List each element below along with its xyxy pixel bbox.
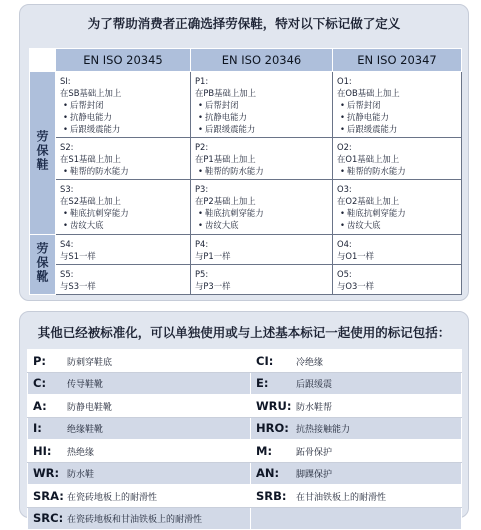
standard-basis: 在P1基础上加上: [195, 154, 256, 164]
mark-code: WR:: [33, 466, 60, 481]
standard-basis: 与P3一样: [195, 281, 231, 291]
mark-description: 跖骨保护: [296, 447, 333, 458]
side-label-text: 劳保鞋: [35, 130, 49, 172]
mark-cell: [28, 485, 251, 508]
mark-row: [28, 507, 462, 530]
standards-row: [30, 138, 462, 180]
standard-basis: 与O1一样: [337, 251, 375, 261]
mark-code: E:: [256, 376, 269, 391]
standards-header-row: [30, 49, 462, 72]
side-label-boots: [30, 235, 56, 295]
standard-cell: [333, 180, 462, 235]
mark-description: 防静电鞋靴: [67, 402, 113, 413]
standards-table: [29, 48, 462, 295]
mark-cell: [251, 462, 462, 485]
standard-feature: • 抗静电能力: [337, 111, 458, 123]
standards-title: 为了帮助消费者正确选择劳保鞋，特对以下标记做了定义: [87, 16, 401, 31]
standard-feature: • 后帮封闭: [60, 99, 187, 111]
standard-feature: • 齿纹大底: [195, 219, 329, 231]
standard-feature: • 后帮封闭: [195, 99, 329, 111]
mark-description: 冷绝缘: [296, 357, 324, 368]
mark-cell: [251, 507, 462, 530]
standard-basis: 在S1基础上加上: [60, 154, 121, 164]
standard-cell: [56, 138, 191, 180]
mark-cell: [251, 440, 462, 463]
standard-feature: • 鞋底抗刺穿能力: [195, 207, 329, 219]
standard-feature: • 后跟缓震能力: [60, 123, 187, 135]
standard-feature: • 齿纹大底: [60, 219, 187, 231]
standard-cell: [56, 235, 191, 265]
mark-description: 传导鞋靴: [67, 380, 104, 391]
mark-row: [28, 417, 462, 440]
standard-feature: • 齿纹大底: [337, 219, 458, 231]
standard-feature: • 鞋帮的防水能力: [60, 165, 187, 177]
standard-basis: 在OB基础上加上: [337, 88, 400, 98]
header-en-iso-20346: EN ISO 20346: [191, 49, 333, 72]
mark-row: [28, 462, 462, 485]
standards-row: [30, 235, 462, 265]
standard-code: O4:: [337, 239, 352, 249]
mark-cell: [251, 395, 462, 418]
marks-title: 其他已经被标准化，可以单独使用或与上述基本标记一起使用的标记包括：: [37, 325, 451, 340]
mark-description: 在瓷砖地板和甘油铁板上的耐滑性: [67, 515, 203, 526]
mark-code: SRC:: [33, 511, 64, 526]
standard-cell: [333, 235, 462, 265]
mark-cell: [251, 372, 462, 395]
standard-cell: [56, 180, 191, 235]
standard-basis: 与S1一样: [60, 251, 96, 261]
mark-code: AN:: [256, 466, 280, 481]
standard-basis: 在O2基础上加上: [337, 196, 400, 206]
standard-basis: 在P2基础上加上: [195, 196, 256, 206]
mark-code: HI:: [33, 443, 52, 458]
standard-cell: [191, 72, 333, 138]
mark-description: 防水鞋帮: [296, 402, 333, 413]
mark-cell: [251, 350, 462, 373]
standards-row: [30, 180, 462, 235]
standard-basis: 与O3一样: [337, 281, 375, 291]
mark-description: 抗热接触能力: [296, 425, 351, 436]
mark-code: SRA:: [33, 488, 64, 503]
mark-code: I:: [33, 421, 42, 436]
standard-cell: [333, 72, 462, 138]
standard-feature: • 抗静电能力: [195, 111, 329, 123]
mark-description: 在瓷砖地板上的耐滑性: [67, 492, 158, 503]
mark-row: [28, 350, 462, 373]
mark-code: A:: [33, 398, 47, 413]
marks-panel: [19, 311, 469, 526]
mark-description: 在甘油铁板上的耐滑性: [296, 492, 387, 503]
mark-code: M:: [256, 443, 273, 458]
standard-cell: [191, 235, 333, 265]
standard-basis: 在SB基础上加上: [60, 88, 122, 98]
mark-row: [28, 372, 462, 395]
mark-code: WRU:: [256, 398, 292, 413]
mark-code: CI:: [256, 353, 274, 368]
header-en-iso-20347: EN ISO 20347: [333, 49, 462, 72]
standard-code: S3:: [60, 184, 74, 194]
mark-code: HRO:: [256, 421, 289, 436]
standard-feature: • 后帮封闭: [337, 99, 458, 111]
mark-cell: [28, 372, 251, 395]
standards-panel: [19, 4, 469, 301]
mark-cell: [28, 417, 251, 440]
mark-row: [28, 485, 462, 508]
header-en-iso-20345: EN ISO 20345: [56, 49, 191, 72]
standard-code: S2:: [60, 142, 74, 152]
standard-basis: 与S3一样: [60, 281, 96, 291]
standard-basis: 在O1基础上加上: [337, 154, 400, 164]
standard-feature: • 鞋底抗刺穿能力: [60, 207, 187, 219]
mark-row: [28, 440, 462, 463]
standard-code: O1:: [337, 76, 352, 86]
mark-description: 防刺穿鞋底: [67, 357, 113, 368]
standard-feature: • 鞋底抗刺穿能力: [337, 207, 458, 219]
standard-basis: 在PB基础上加上: [195, 88, 257, 98]
standard-code: P2:: [195, 142, 209, 152]
standard-feature: • 后跟缓震能力: [337, 123, 458, 135]
standard-code: O5:: [337, 269, 352, 279]
standard-code: S4:: [60, 239, 74, 249]
mark-cell: [28, 440, 251, 463]
mark-cell: [28, 395, 251, 418]
standard-basis: 在S2基础上加上: [60, 196, 121, 206]
standard-code: SI:: [60, 76, 71, 86]
mark-cell: [28, 462, 251, 485]
standard-code: O2:: [337, 142, 352, 152]
standard-code: P3:: [195, 184, 209, 194]
standard-cell: [333, 265, 462, 295]
standard-basis: 与P1一样: [195, 251, 231, 261]
standard-code: O3:: [337, 184, 352, 194]
mark-description: 绝缘鞋靴: [67, 425, 104, 436]
mark-code: SRB:: [256, 488, 287, 503]
mark-cell: [28, 507, 251, 530]
standard-feature: • 鞋帮的防水能力: [337, 165, 458, 177]
mark-description: 热绝缘: [67, 447, 95, 458]
standard-feature: • 抗静电能力: [60, 111, 187, 123]
standards-row: [30, 72, 462, 138]
standard-cell: [333, 138, 462, 180]
standard-feature: • 后跟缓震能力: [195, 123, 329, 135]
header-corner: [30, 49, 56, 72]
standard-cell: [191, 138, 333, 180]
standard-cell: [191, 265, 333, 295]
mark-description: 后跟缓震: [296, 380, 333, 391]
mark-cell: [251, 417, 462, 440]
standard-code: S5:: [60, 269, 74, 279]
standard-cell: [56, 72, 191, 138]
standard-cell: [56, 265, 191, 295]
side-label-shoes: [30, 72, 56, 235]
mark-code: C:: [33, 376, 47, 391]
standard-code: P4:: [195, 239, 209, 249]
mark-row: [28, 395, 462, 418]
side-label-text: 劳保靴: [35, 241, 49, 284]
marks-table: [27, 349, 462, 530]
standard-feature: • 鞋帮的防水能力: [195, 165, 329, 177]
standard-code: P1:: [195, 76, 209, 86]
mark-description: 脚踝保护: [296, 470, 333, 481]
mark-code: P:: [33, 353, 47, 368]
mark-cell: [28, 350, 251, 373]
mark-cell: [251, 485, 462, 508]
standard-code: P5:: [195, 269, 209, 279]
standards-row: [30, 265, 462, 295]
standard-cell: [191, 180, 333, 235]
mark-description: 防水鞋: [67, 470, 95, 481]
